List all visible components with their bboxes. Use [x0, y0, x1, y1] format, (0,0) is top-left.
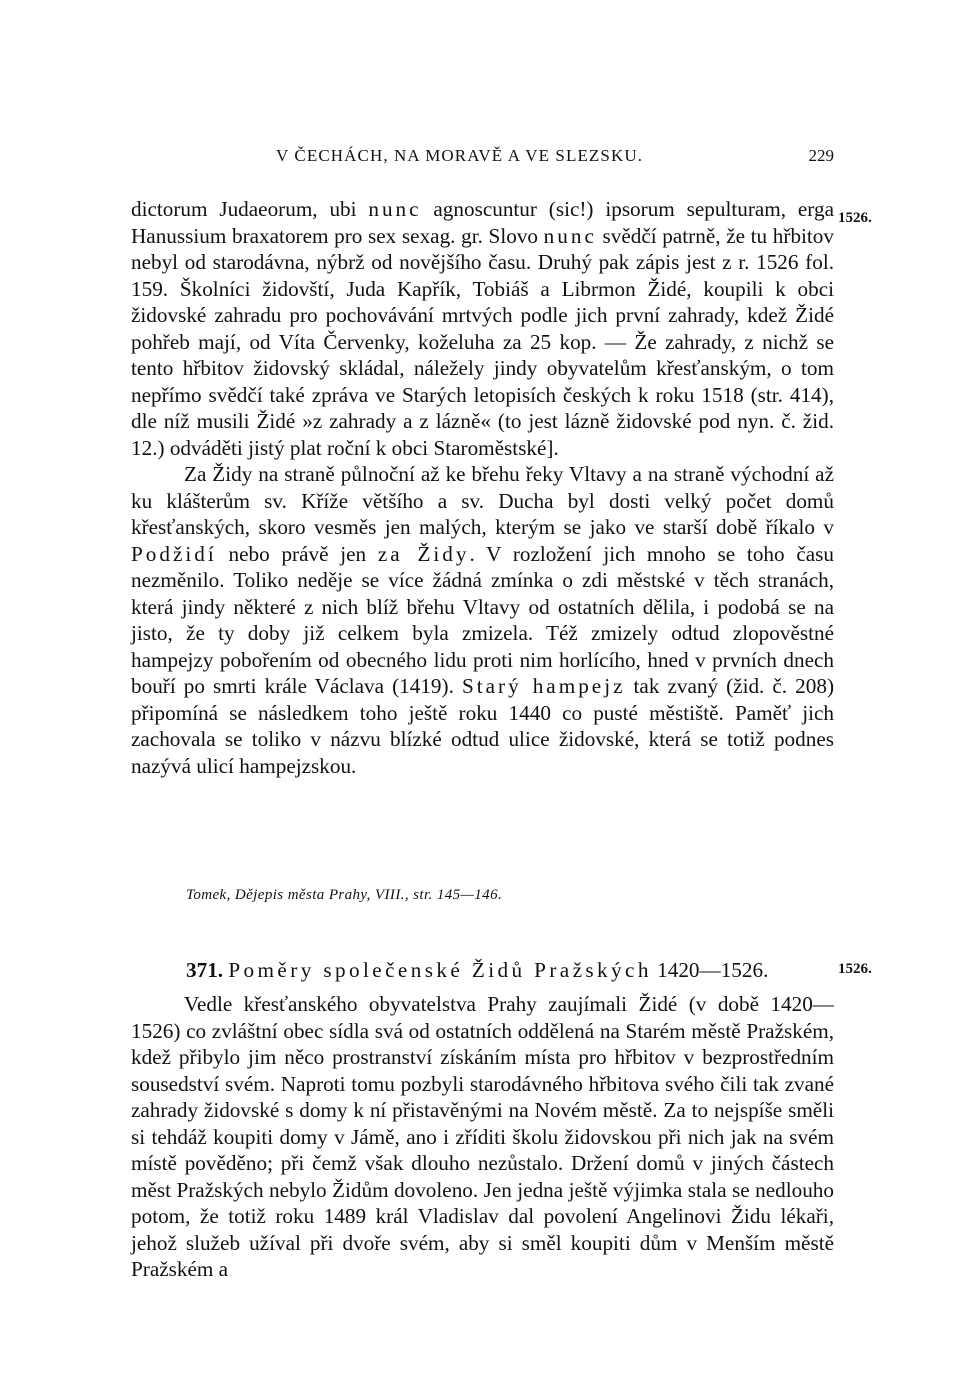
source-citation [186, 887, 502, 904]
spaced-emphasis: nunc [368, 197, 422, 221]
spaced-emphasis: Starý hampejz [461, 674, 626, 698]
spaced-emphasis: Podžidí [131, 541, 217, 566]
text-run: tak zvaný (žid. č. 208) připomíná se následkem toho ještě roku 1440 co pusté městiště. Paměť jich zachovala se toliko v názvu blízké odtud ulice židovské, která se totiž podnes nazývá ulicí hampejzskou. [131, 674, 834, 778]
spaced-emphasis: za Židy [377, 541, 470, 566]
text-run: . V rozložení jich mnoho se toho času nezměnilo. Toliko neděje se více žádná zmínka o zdi městské v těch stranách, která jindy některé z nich blíž břehu Vltavy od ostatních dělila, i podobá se na jisto, že ty doby již celkem byla zmizela. Též zmizely odtud zlopověstné hampejzy pobořením od obecného lidu proti nim horlícího, hned v prvních dnech bouří po smrti krále Václava (1419). [131, 541, 835, 698]
text-run: agnoscuntur (sic!) ipsorum sepulturam, erga Hanussium braxatorem pro sex sexag. gr. Slovo [131, 197, 834, 248]
continued-text-block [131, 196, 834, 779]
section-number: 371. [186, 958, 224, 982]
margin-note-year: 1526. [838, 961, 872, 977]
text-run: nebo právě jen [216, 541, 378, 566]
source-author: Tomek, [186, 887, 231, 903]
margin-note-year: 1526. [838, 210, 872, 226]
text-run: dictorum Judaeorum, ubi [131, 197, 369, 221]
section-heading [186, 958, 768, 983]
text-run: svědčí patrně, že tu hřbitov nebyl od starodávna, nýbrž od novějšího času. Druhý pak zápis jest z r. 1526 fol. 159. Školníci židovští, Juda Kapřík, Tobiáš a Librmon Židé, koupili k obci židovské zahradu pro pochovávání mrtvých podle jich první zahrady, kdež Židé pohřeb mají, od Víta Červenky, koželuha za 25 kop. — Že zahrady, z nichž se tento hřbitov židovský skládal, náležely jindy obyvatelům křesťanským, o tom nepřímo svědčí také zpráva ve Starých letopisích českých k roku 1518 (str. 414), dle níž musili Židé »z zahrady a z lázně« (to jest lázně židovské pod nyn. č. žid. 12.) odváděti jistý plat roční k obci Staroměstské]. [131, 223, 834, 460]
section-title: Poměry společenské Židů Pražských [228, 958, 652, 982]
paragraph-section-371: Vedle křesťanského obyvatelstva Prahy zaujímali Židé (v době 1420—1526) co zvláštní obec sídla svá od ostatních oddělená na Starém městě Pražském, kdež přibylo jim něco prostranství získáním místa pro hřbitov v bezprostředním sousedství svém. Naproti tomu pozbyli starodávného hřbitova svého čili tak zvané zahrady židovské s domy k ní přistavěnými na Novém městě. Za to nejspíše směli si tehdáž koupiti domy v Jámě, ano i zříditi školu židovskou při nich jak na svém místě pověděno; při čemž však dlouho nezůstalo. Držení domů v jiných částech měst Pražských nebylo Židům dovoleno. Jen jedna ještě výjimka stala se nedlouho potom, že totiž roku 1489 král Vladislav dal povolení Angelinovi Židu lékaři, jehož služeb užíval při dvoře svém, aby si směl koupiti dům v Menším městě Pražském a [131, 992, 834, 1281]
running-header-title: V ČECHÁCH, NA MORAVĚ A VE SLEZSKU. [276, 146, 644, 165]
source-title: Dějepis města Prahy, VIII., str. 145—146. [234, 887, 503, 903]
spaced-emphasis: nunc [543, 223, 597, 248]
text-run: Za Židy na straně půlnoční až ke břehu řeky Vltavy a na straně východní až ku klášterům sv. Kříže většího a sv. Ducha byl dosti velký počet domů křesťanských, skoro vesměs jen malých, kterým se jako ve starší době říkalo v [131, 462, 834, 539]
paragraph-podzidi [131, 461, 834, 779]
section-years: 1420—1526. [657, 958, 769, 982]
section-text-block [131, 991, 834, 1283]
paragraph-footnote-continuation [131, 196, 834, 461]
page-number: 229 [808, 146, 834, 165]
